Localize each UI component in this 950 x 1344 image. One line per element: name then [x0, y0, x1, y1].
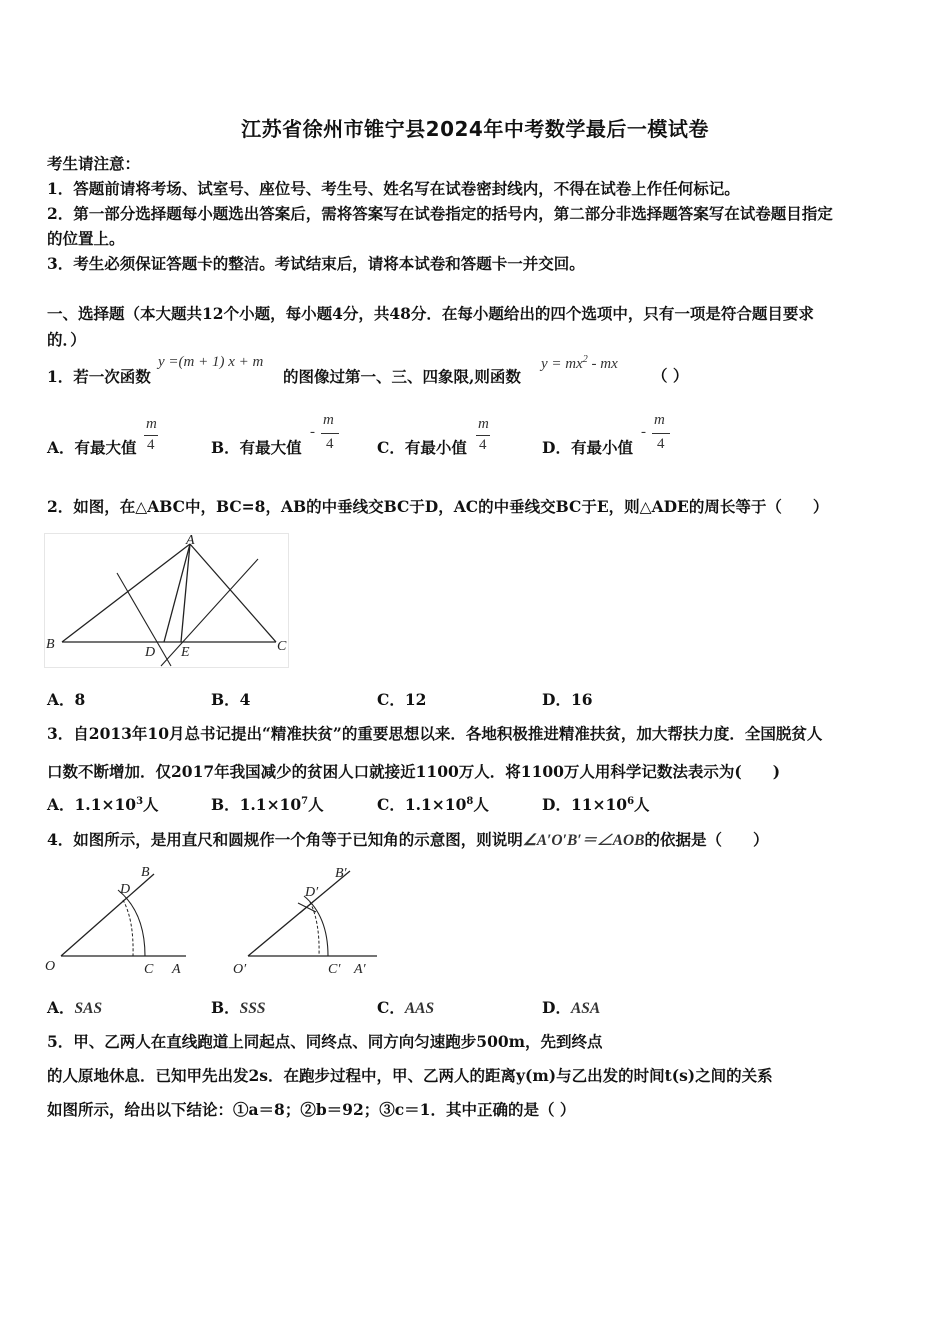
option-value: C．1.1×10 [377, 795, 467, 814]
option-value: A．1.1×10 [47, 795, 137, 814]
option-value: SSS [239, 1000, 266, 1017]
q3-option-d [542, 793, 650, 815]
q4-option-c [377, 996, 434, 1018]
point-label-b: B [46, 637, 55, 652]
q1-formula-linear: y =(m + 1) x + m [158, 354, 264, 370]
point-label-e: E [181, 645, 190, 660]
q1-prefix: 1．若一次函数 [47, 367, 151, 386]
q4-option-b [211, 996, 265, 1018]
option-value: B．1.1×10 [211, 795, 302, 814]
q4-figure-constructed-angle [232, 860, 382, 980]
q1-option-a-fraction [144, 416, 158, 456]
q3-option-b [211, 793, 324, 815]
notice-item: 1．答题前请将考场、试室号、座位号、考生号、姓名写在试卷密封线内，不得在试卷上作任何标记。 [47, 179, 740, 198]
perpendicular-bisector-ac [161, 559, 258, 666]
q5-text-line3: 如图所示，给出以下结论：①a＝8；②b＝92；③c＝1．其中正确的是（ ） [47, 1100, 576, 1119]
q4-option-a [47, 996, 102, 1018]
fraction-bar [321, 433, 339, 434]
point-label-a: A [172, 962, 181, 977]
option-exponent: 8 [466, 795, 474, 807]
page-title: 江苏省徐州市锥宁县2024年中考数学最后一模试卷 [241, 117, 709, 141]
fraction-bar [144, 435, 158, 436]
q1-formula-quadratic [541, 354, 618, 373]
option-letter: B． [211, 998, 240, 1017]
point-label-c: C [277, 639, 287, 654]
perpendicular-bisector-ab [117, 573, 171, 666]
ray-ob [61, 874, 154, 956]
q1-option-a-label: A．有最大值 [47, 438, 137, 457]
intersecting-arcs-d-prime [298, 901, 316, 913]
q2-option-d: D．16 [542, 690, 593, 709]
option-value: D．11×10 [542, 795, 628, 814]
q3-option-c [377, 793, 489, 815]
fraction-bar [652, 433, 670, 434]
q4-prefix: 4．如图所示，是用直尺和圆规作一个角等于已知角的示意图，则说明 [47, 830, 523, 849]
point-label-d: D [145, 645, 156, 660]
option-unit: 人 [634, 795, 650, 814]
fraction-numerator: m [146, 416, 157, 432]
point-label-o: O [45, 959, 56, 974]
fraction-numerator: m [654, 412, 665, 428]
notice-item: 的位置上。 [47, 229, 125, 248]
section-heading-cont: 的．） [47, 330, 86, 349]
option-value: AAS [404, 1000, 435, 1017]
q1-option-b-label: B．有最大值 [211, 438, 302, 457]
point-label-o-prime: O′ [233, 962, 247, 977]
point-label-c-prime: C′ [328, 962, 341, 977]
option-letter: A． [47, 998, 75, 1017]
q1-option-b-sign: - [310, 424, 315, 440]
option-exponent: 7 [301, 795, 309, 807]
notice-item: 2．第一部分选择题每小题选出答案后，需将答案写在试卷指定的括号内，第二部分非选择题答案写在试卷题目指定 [47, 204, 833, 223]
option-value: SAS [74, 1000, 103, 1017]
q2-text: 2．如图，在△ABC中，BC=8，AB的中垂线交BC于D，AC的中垂线交BC于E，则△ADE的周长等于（ ） [47, 497, 829, 516]
q2-option-b: B．4 [211, 690, 251, 709]
point-label-d: D [120, 882, 131, 897]
segment-ab [62, 544, 190, 642]
q5-text-line1: 5．甲、乙两人在直线跑道上同起点、同终点、同方向匀速跑步500m，先到终点 [47, 1032, 603, 1051]
q1-option-c-fraction [476, 416, 490, 456]
q3-option-a [47, 793, 159, 815]
notice-item: 3．考生必须保证答题卡的整洁。考试结束后，请将本试卷和答题卡一并交回。 [47, 254, 585, 273]
fraction-denominator: 4 [147, 437, 155, 453]
option-unit: 人 [143, 795, 159, 814]
point-label-a-prime: A′ [354, 962, 366, 977]
q3-text-line1: 3．自2013年10月总书记提出“精准扶贫”的重要思想以来．各地积极推进精准扶贫，加大帮扶力度．全国脱贫人 [47, 724, 823, 743]
notice-heading: 考生请注意： [47, 154, 141, 173]
q1-option-d-sign: - [641, 424, 646, 440]
q4-suffix: 的依据是（ ） [644, 830, 769, 849]
q4-text [47, 828, 769, 850]
q1-option-d-fraction [652, 412, 670, 456]
q1-middle: 的图像过第一、三、四象限,则函数 [283, 367, 521, 386]
point-label-d-prime: D′ [305, 885, 319, 900]
point-label-b: B [141, 865, 150, 880]
option-letter: C． [377, 998, 405, 1017]
q2-option-a: A．8 [47, 690, 86, 709]
segment-ac [190, 544, 276, 642]
arc-dc [118, 890, 145, 956]
option-letter: D． [542, 998, 571, 1017]
fraction-denominator: 4 [326, 436, 334, 452]
point-label-c: C [144, 962, 154, 977]
q4-figure-original-angle [44, 860, 194, 980]
q1-answer-bracket: （ ） [652, 366, 689, 385]
q1-formula-base: y = mx [541, 356, 583, 372]
fraction-denominator: 4 [657, 436, 665, 452]
option-exponent: 6 [627, 795, 635, 807]
option-exponent: 3 [136, 795, 144, 807]
q1-formula-tail: - mx [591, 356, 618, 372]
fraction-bar [476, 435, 490, 436]
point-label-a: A [186, 533, 195, 548]
fraction-numerator: m [323, 412, 334, 428]
fraction-numerator: m [478, 416, 489, 432]
q5-text-line2: 的人原地休息．已知甲先出发2s．在跑步过程中，甲、乙两人的距离y(m)与乙出发的时间t(s)之间的关系 [47, 1066, 773, 1085]
section-heading: 一、选择题（本大题共12个小题，每小题4分，共48分．在每小题给出的四个选项中，只有一项是符合题目要求 [47, 304, 814, 323]
option-unit: 人 [308, 795, 324, 814]
ray-o-prime-b-prime [248, 871, 350, 956]
fraction-denominator: 4 [479, 437, 487, 453]
arc-c-prime [304, 896, 328, 956]
dashed-chord-dc [123, 900, 133, 956]
q1-option-d-label: D．有最小值 [542, 438, 633, 457]
figure-frame [45, 534, 289, 668]
point-label-b-prime: B′ [335, 866, 347, 881]
q2-option-c: C．12 [377, 690, 427, 709]
q2-triangle-figure [44, 533, 289, 668]
option-value: ASA [570, 1000, 601, 1017]
q1-option-c-label: C．有最小值 [377, 438, 467, 457]
q4-option-d [542, 996, 600, 1018]
q1-formula-exp: 2 [582, 354, 588, 365]
q4-formula: ∠A′O′B′＝∠AOB [522, 832, 645, 849]
option-unit: 人 [473, 795, 489, 814]
q1-option-b-fraction [321, 412, 339, 456]
q3-text-line2: 口数不断增加．仅2017年我国减少的贫困人口就接近1100万人．将1100万人用科学记数法表示为( ) [47, 762, 781, 781]
